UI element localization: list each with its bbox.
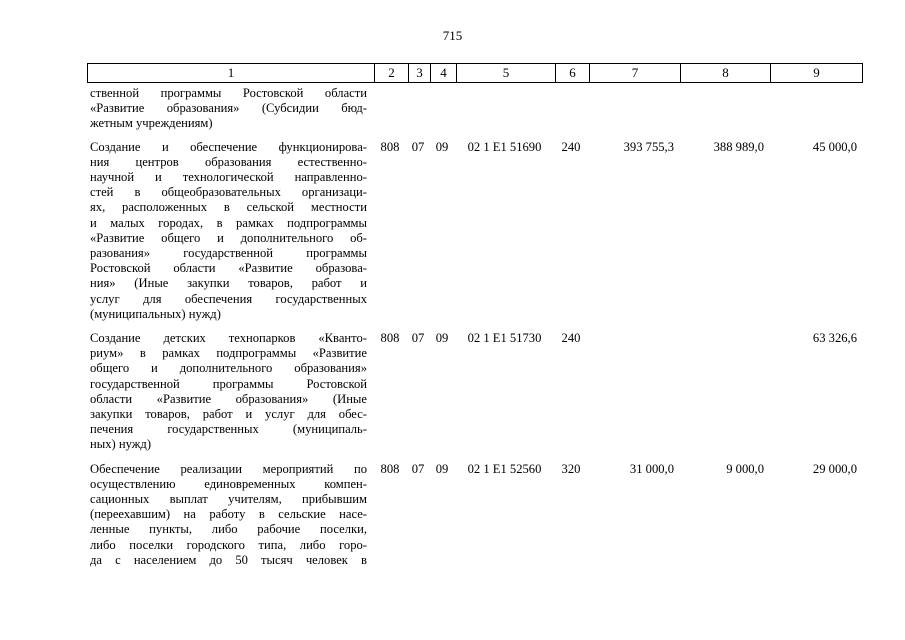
subsection-code: [429, 86, 455, 132]
subsection-code: 09: [435, 331, 449, 346]
header-col-1: 1: [227, 65, 235, 80]
expense-type-code: 240: [561, 139, 581, 154]
header-col-9: 9: [770, 64, 862, 82]
ministry-code: 808: [380, 139, 400, 154]
table-body: [87, 86, 863, 577]
amount-col-9: [769, 86, 861, 132]
description-line: услуг для обеспечения государственных: [90, 291, 367, 306]
description-line: «Развитие образования» (Субсидии бюд-: [90, 101, 367, 116]
amount-col-7: [588, 86, 679, 132]
table-row: [87, 331, 863, 453]
description-line: ных) нужд): [90, 437, 152, 452]
description-line: риум» в рамках подпрограммы «Развитие: [90, 346, 367, 361]
description-line: и малых городах, в рамках подпрограммы: [90, 215, 367, 230]
description-line: жетным учреждениям): [90, 116, 213, 131]
description-line: ния центров образования естественно-: [90, 154, 367, 169]
amount-col-7: [588, 331, 679, 453]
header-col-7: 7: [589, 64, 680, 82]
table-header: [87, 63, 863, 83]
description-line: закупки товаров, работ и услуг для обес-: [90, 407, 367, 422]
description-line: общего и дополнительного образования»: [90, 361, 367, 376]
description-line: ленные пункты, либо рабочие поселки,: [90, 522, 367, 537]
row-description: [87, 86, 373, 132]
description-line: (переехавшим) на работу в сельские насе-: [90, 507, 367, 522]
expense-type-code: [554, 86, 588, 132]
row-description: [87, 331, 373, 453]
target-article-code: [455, 86, 554, 132]
description-line: сационных выплат учителям, прибывшим: [90, 492, 367, 507]
description-line: осуществлению единовременных компен-: [90, 476, 367, 491]
amount-col-7: 393 755,3: [623, 139, 674, 154]
amount-col-8: 388 989,0: [713, 139, 764, 154]
amount-col-7: 31 000,0: [629, 461, 674, 476]
description-line: Ростовской области «Развитие образова-: [90, 261, 367, 276]
amount-col-8: [679, 86, 769, 132]
description-line: (муниципальных) нужд): [90, 306, 221, 321]
description-line: научной и технологической направленно-: [90, 170, 367, 185]
page-number: 715: [442, 28, 463, 43]
table-row: [87, 462, 863, 568]
section-code: [407, 86, 429, 132]
expense-type-code: 320: [561, 461, 581, 476]
description-line: Создание детских технопарков «Кванто-: [90, 331, 367, 346]
section-code: 07: [411, 139, 425, 154]
description-line: ях, расположенных в сельской местности: [90, 200, 367, 215]
section-code: 07: [411, 331, 425, 346]
description-line: ния» (Иные закупки товаров, работ и: [90, 276, 367, 291]
target-article-code: 02 1 E1 51690: [467, 139, 542, 154]
row-description: [87, 462, 373, 568]
table-row: [87, 140, 863, 322]
target-article-code: 02 1 E1 52560: [467, 461, 542, 476]
target-article-code: 02 1 E1 51730: [467, 331, 542, 346]
amount-col-9: 63 326,6: [812, 331, 857, 346]
description-line: стей в общеобразовательных организаци-: [90, 185, 367, 200]
description-line: либо поселки городского типа, либо горо-: [90, 537, 367, 552]
ministry-code: [373, 86, 407, 132]
description-line: Обеспечение реализации мероприятий по: [90, 461, 367, 476]
description-line: печения государственных (муниципаль-: [90, 422, 367, 437]
table-row: [87, 86, 863, 132]
description-line: разования» государственной программы: [90, 246, 367, 261]
subsection-code: 09: [435, 139, 449, 154]
header-col-6: 6: [555, 64, 589, 82]
description-line: государственной программы Ростовской: [90, 376, 367, 391]
description-line: Создание и обеспечение функционирова-: [90, 139, 367, 154]
ministry-code: 808: [380, 461, 400, 476]
header-col-8: 8: [680, 64, 770, 82]
subsection-code: 09: [435, 461, 449, 476]
amount-col-8: 9 000,0: [726, 461, 764, 476]
description-line: «Развитие общего и дополнительного об-: [90, 230, 367, 245]
amount-col-9: 45 000,0: [812, 139, 857, 154]
description-line: области «Развитие образования» (Иные: [90, 391, 367, 406]
ministry-code: 808: [380, 331, 400, 346]
header-col-3: 3: [408, 64, 430, 82]
amount-col-8: [679, 331, 769, 453]
header-col-4: 4: [430, 64, 456, 82]
section-code: 07: [411, 461, 425, 476]
description-line: да с населением до 50 тысяч человек в: [90, 552, 367, 567]
header-col-5: 5: [456, 64, 555, 82]
expense-type-code: 240: [561, 331, 581, 346]
header-col-2: 2: [374, 64, 408, 82]
description-line: ственной программы Ростовской области: [90, 86, 367, 100]
row-description: [87, 140, 373, 322]
amount-col-9: 29 000,0: [812, 461, 857, 476]
